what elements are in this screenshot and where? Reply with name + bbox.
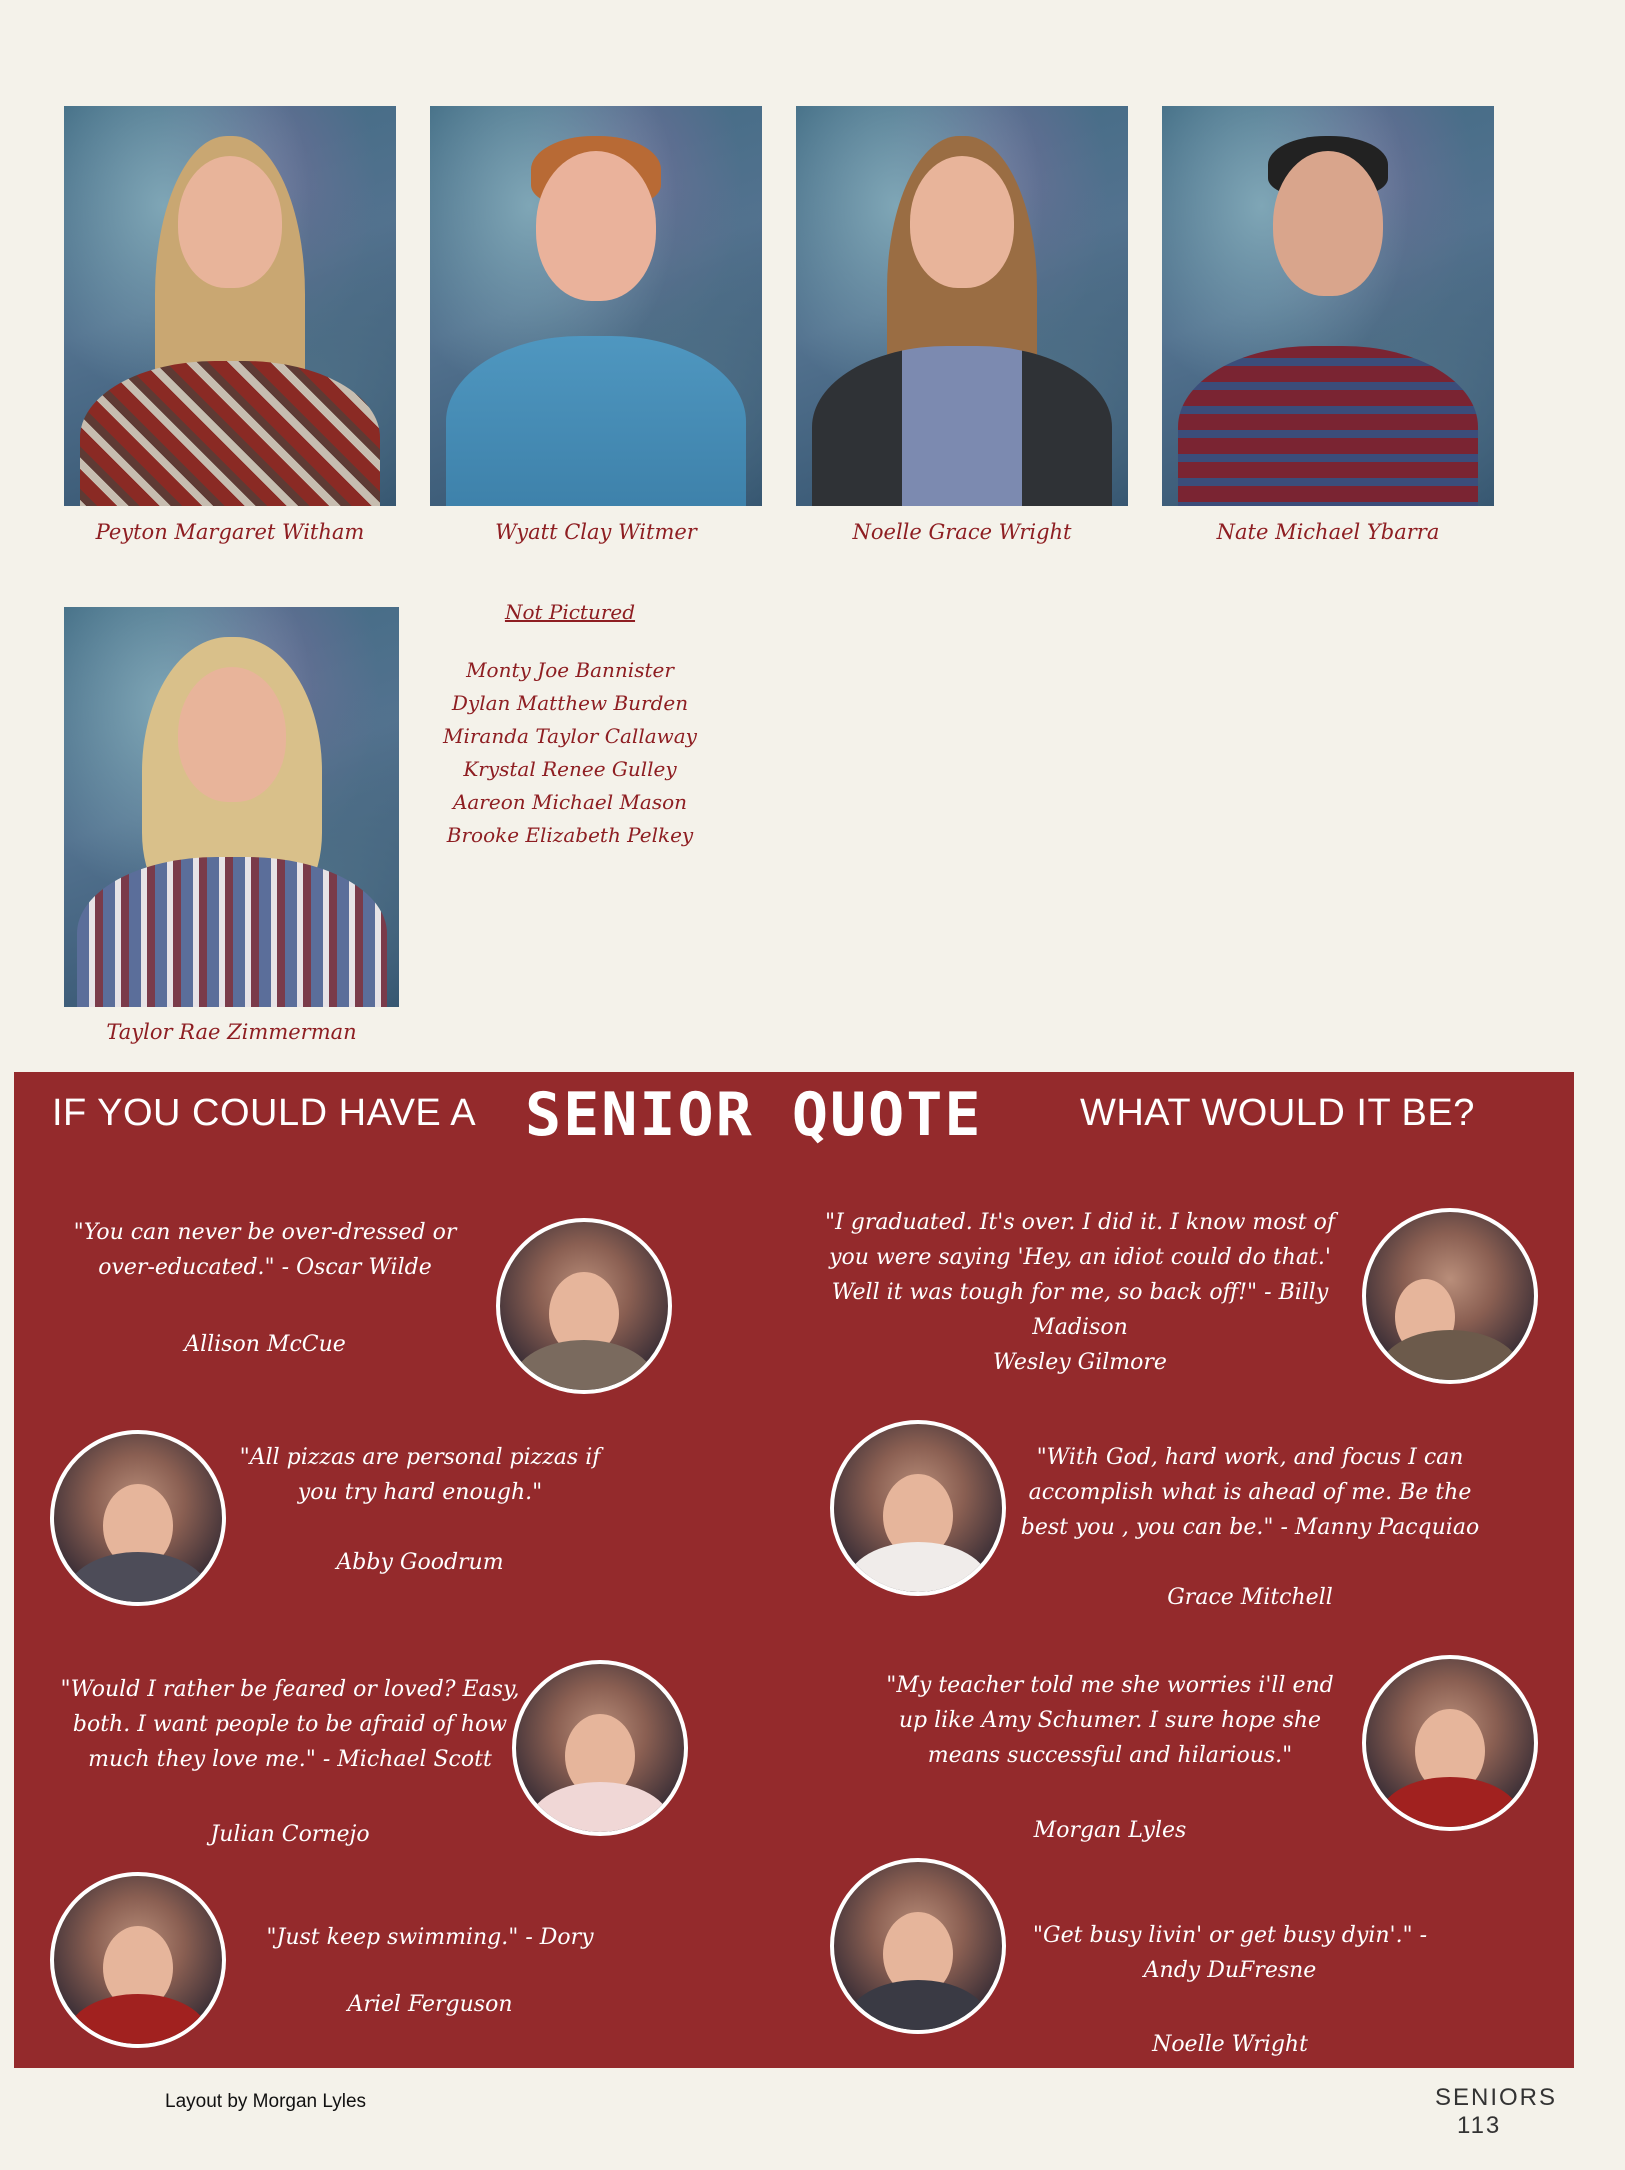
senior-quote: "I graduated. It's over. I did it. I know most of you were saying 'Hey, an idiot could do that.' Well it was tough for me, so back off!" - Billy Madison [824,1210,1336,1340]
banner-highlight: SENIOR QUOTE [525,1080,983,1150]
not-pictured-name: Monty Joe Bannister [466,658,674,682]
not-pictured-name: Miranda Taylor Callaway [443,724,697,748]
not-pictured-name: Krystal Renee Gulley [463,757,677,781]
senior-quote: "Just keep swimming." - Dory [266,1925,594,1950]
quote-author: Julian Cornejo [210,1822,370,1847]
portrait-caption: Nate Michael Ybarra [1216,520,1440,544]
banner-left-text: IF YOU COULD HAVE A [52,1092,477,1134]
page-number: 113 [1457,2112,1502,2139]
portrait-caption: Peyton Margaret Witham [95,520,365,544]
portrait-caption: Wyatt Clay Witmer [495,520,697,544]
student-photo [1362,1208,1538,1384]
student-photo [830,1420,1006,1596]
senior-quote: "My teacher told me she worries i'll end up like Amy Schumer. I sure hope she means successful and hilarious." [886,1673,1334,1768]
not-pictured-list [430,600,710,852]
student-photo [830,1858,1006,2034]
senior-quote: "Get busy livin' or get busy dyin'." - Andy DuFresne [1032,1923,1428,1983]
banner-right-text: WHAT WOULD IT BE? [1080,1092,1475,1134]
portrait-photo [64,106,396,506]
quote-author: Wesley Gilmore [993,1350,1167,1375]
portrait-caption: Noelle Grace Wright [852,520,1072,544]
portrait-caption: Taylor Rae Zimmerman [106,1020,357,1044]
section-label: SENIORS [1435,2084,1558,2111]
portrait-photo [796,106,1128,506]
not-pictured-name: Brooke Elizabeth Pelkey [446,823,694,847]
quote-author: Allison McCue [184,1332,346,1357]
portrait-photo [430,106,762,506]
student-photo [1362,1655,1538,1831]
page-folio [1435,2084,1625,2140]
student-photo [512,1660,688,1836]
portrait-photo [1162,106,1494,506]
quote-author: Grace Mitchell [1167,1585,1333,1610]
quote-author: Morgan Lyles [1033,1818,1187,1843]
senior-quote: "With God, hard work, and focus I can accomplish what is ahead of me. Be the best you , you can be." - Manny Pacquiao [1020,1445,1480,1540]
senior-quote: "You can never be over-dressed or over-educated." - Oscar Wilde [73,1220,457,1280]
not-pictured-name: Dylan Matthew Burden [451,691,689,715]
quote-author: Noelle Wright [1152,2032,1308,2057]
quote-author: Ariel Ferguson [347,1992,513,2017]
senior-quote: "Would I rather be feared or loved? Easy, both. I want people to be afraid of how much they love me." - Michael Scott [60,1677,520,1772]
senior-quote: "All pizzas are personal pizzas if you try hard enough." [239,1445,601,1505]
portrait-photo [64,607,399,1007]
student-photo [50,1430,226,1606]
not-pictured-name: Aareon Michael Mason [452,790,688,814]
quote-author: Abby Goodrum [336,1550,504,1575]
not-pictured-header: Not Pictured [504,600,636,624]
student-photo [50,1872,226,2048]
layout-credit: Layout by Morgan Lyles [165,2091,367,2112]
student-photo [496,1218,672,1394]
